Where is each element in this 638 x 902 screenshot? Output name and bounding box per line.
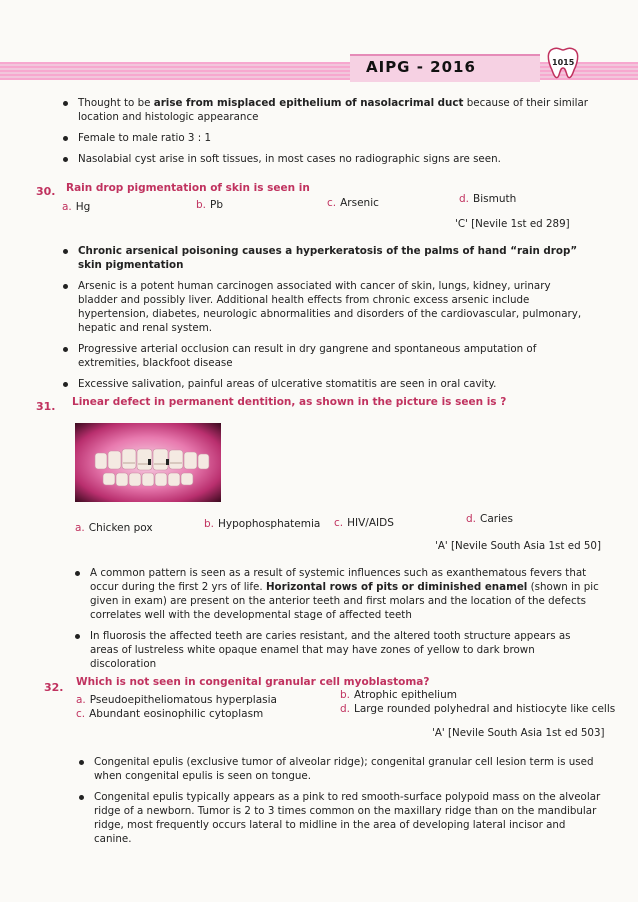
option-c: c. Abundant eosinophilic cytoplasm — [76, 708, 264, 720]
list-item: Female to male ratio 3 : 1 — [60, 131, 590, 145]
option-a: a. Hg — [62, 201, 91, 213]
list-item: In fluorosis the affected teeth are caries resistant, and the altered tooth structure appears as areas of lustreless white opaque enamel that may have zones of yellow to dark brown discoloration — [72, 629, 600, 671]
option-c: c. HIV/AIDS — [334, 517, 394, 529]
list-item: Congenital epulis typically appears as a pink to red smooth-surface polypoid mass on the alveolar ridge of a newborn. Tumor is 2 to 3 times common on the maxillary ridge than on the mandibular ridge, most frequently occurs lateral to midline in the area of developing lateral incisor and canine. — [76, 790, 604, 846]
answer-reference: 'C' [Nevile 1st ed 289] — [455, 218, 570, 230]
list-item: Progressive arterial occlusion can result in dry gangrene and spontaneous amputation of extremities, blackfoot disease — [60, 342, 590, 370]
answer-reference: 'A' [Nevile South Asia 1st ed 503] — [432, 727, 605, 739]
list-item: Congenital epulis (exclusive tumor of alveolar ridge); congenital granular cell lesion term is used when congenital epulis is seen on tongue. — [76, 755, 604, 783]
option-b: b. Atrophic epithelium — [340, 689, 457, 701]
question-number: 31. — [36, 400, 56, 413]
header-band — [0, 62, 638, 80]
option-d: d. Bismuth — [459, 193, 517, 205]
option-b: b. Pb — [196, 199, 224, 211]
q32-bullet-list — [76, 755, 604, 853]
option-b: b. Hypophosphatemia — [204, 518, 321, 530]
question-text: Linear defect in permanent dentition, as shown in the picture is seen is ? — [72, 396, 507, 408]
question-text: Rain drop pigmentation of skin is seen in — [66, 182, 310, 194]
option-c: c. Arsenic — [327, 197, 379, 209]
option-a: a. Chicken pox — [75, 522, 153, 534]
q31-bullet-list — [72, 566, 600, 678]
question-number: 32. — [44, 681, 64, 694]
answer-reference: 'A' [Nevile South Asia 1st ed 50] — [435, 540, 601, 552]
option-d: d. Large rounded polyhedral and histiocyte like cells — [340, 703, 616, 715]
teeth-photo — [75, 423, 221, 502]
list-item: Nasolabial cyst arise in soft tissues, in most cases no radiographic signs are seen. — [60, 152, 590, 166]
teeth-illustration — [75, 423, 221, 502]
option-a: a. Pseudoepitheliomatous hyperplasia — [76, 694, 277, 706]
question-text: Which is not seen in congenital granular cell myoblastoma? — [76, 676, 430, 688]
list-item: Arsenic is a potent human carcinogen associated with cancer of skin, lungs, kidney, urinary bladder and possibly liver. Additional health effects from chronic excess arsenic include hypertension, diabetes, neurologic abnormalities and disorders of the cardiovascular, pulmonary, hepatic and renal system. — [60, 279, 590, 335]
option-d: d. Caries — [466, 513, 513, 525]
page-number: 1015 — [552, 58, 575, 67]
list-item: Chronic arsenical poisoning causes a hyperkeratosis of the palms of hand “rain drop” skin pigmentation — [60, 244, 590, 272]
list-item: Thought to be arise from misplaced epithelium of nasolacrimal duct because of their similar location and histologic appearance — [60, 96, 590, 124]
page-title: AIPG - 2016 — [366, 58, 476, 76]
question-number: 30. — [36, 185, 56, 198]
list-item: A common pattern is seen as a result of systemic influences such as exanthematous fevers that occur during the first 2 yrs of life. Horizontal rows of pits or diminished enamel (shown in pic given in exam) are present on the anterior teeth and first molars and the location of the defects correlates well with the developmental stage of affected teeth — [72, 566, 600, 622]
intro-bullet-list — [60, 96, 590, 173]
q30-bullet-list — [60, 244, 590, 398]
list-item: Excessive salivation, painful areas of ulcerative stomatitis are seen in oral cavity. — [60, 377, 590, 391]
